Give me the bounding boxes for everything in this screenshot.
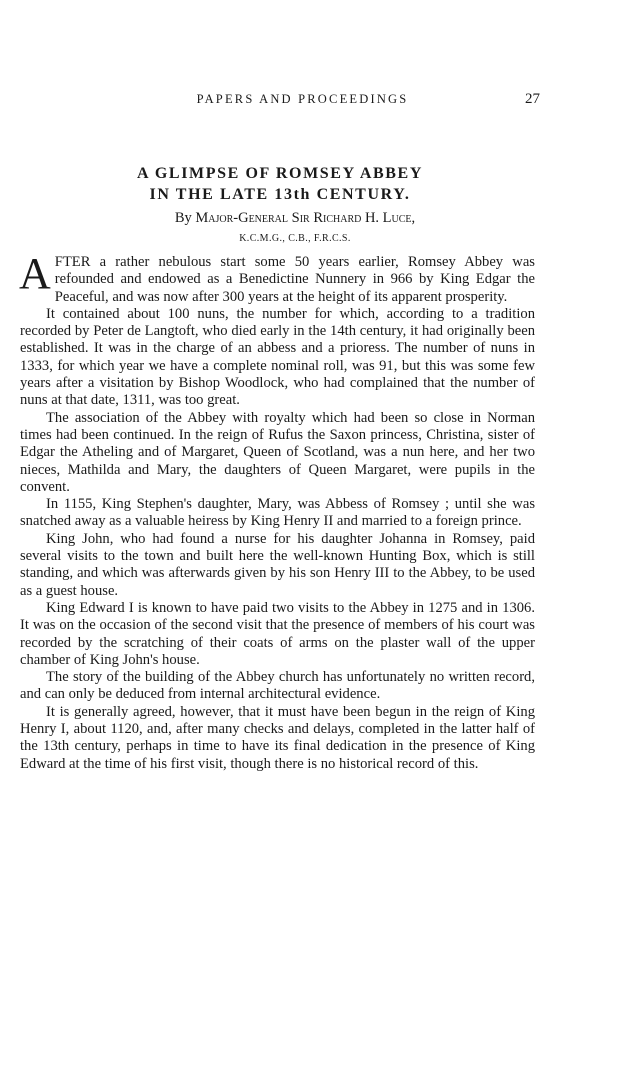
byline-prefix: By [174,210,192,226]
paragraph-8: It is generally agreed, however, that it must have been begun in the reign of King Henry I, about 1120, and, after many checks and delays, completed in the latter half of the 13th century, perhaps in time to have its final dedication in the presence of King Edward at the time of his first visit, though there is no historical record of this. [20,703,535,772]
paragraph-5: King John, who had found a nurse for his daughter Johanna in Romsey, paid several visits to the town and built here the well-known Hunting Box, which is still standing, and which was afterwards given by his son Henry III to the Abbey, to be used as a guest house. [20,530,535,599]
running-title: PAPERS AND PROCEEDINGS [196,92,409,106]
paragraph-2: It contained about 100 nuns, the number for which, according to a tradition recorded by Peter de Langtoft, who died early in the 14th century, it had originally been established. It was in the charge of an abbess and a prioress. The number of nuns in 1333, for which year we have a complete nominal roll, was 91, but this was some few years after a visitation by Bishop Woodlock, who had complained that the number of nuns at that date, 1311, was too great. [20,305,535,409]
paragraph-3: The association of the Abbey with royalty which had been so close in Norman times had been continued. In the reign of Rufus the Saxon princess, Christina, sister of Edgar the Atheling and of Margaret, Queen of Scotland, was a nun here, and her two nieces, Mathilda and Mary, the daughters of Queen Margaret, were pupils in the convent. [20,409,535,495]
paragraph-4: In 1155, King Stephen's daughter, Mary, was Abbess of Romsey ; until she was snatched away as a valuable heiress by King Henry II and married to a foreign prince. [20,496,535,530]
article-title-line-1: A GLIMPSE OF ROMSEY ABBEY [137,165,423,182]
drop-cap: A [19,249,51,298]
article-body [19,249,535,773]
paragraph-7: The story of the building of the Abbey church has unfortunately no written record, and can only be deduced from internal architectural evidence. [20,669,535,703]
byline [20,209,540,227]
page-number: 27 [525,91,540,107]
author-credentials: K.C.M.G., C.B., F.R.C.S. [239,233,351,244]
article-title-line-2: IN THE LATE 13th CENTURY. [149,186,411,203]
paragraph-1-text: FTER a rather nebulous start some 50 years earlier, Romsey Abbey was refounded and endowed as a Benedictine Nunnery in 966 by King Edgar the Peaceful, and was now after 300 years at the height of its apparent prosperity. [54,254,535,305]
running-head [20,91,540,108]
paragraph-1 [19,249,535,306]
paragraph-6: King Edward I is known to have paid two visits to the Abbey in 1275 and in 1306. It was on the occasion of the second visit that the presence of members of his court was recorded by the scratching of their coats of arms on the plaster wall of the upper chamber of King John's house. [20,599,535,668]
article-title [20,163,540,205]
author-name: Major-General Sir Richard H. Luce, [195,210,416,226]
